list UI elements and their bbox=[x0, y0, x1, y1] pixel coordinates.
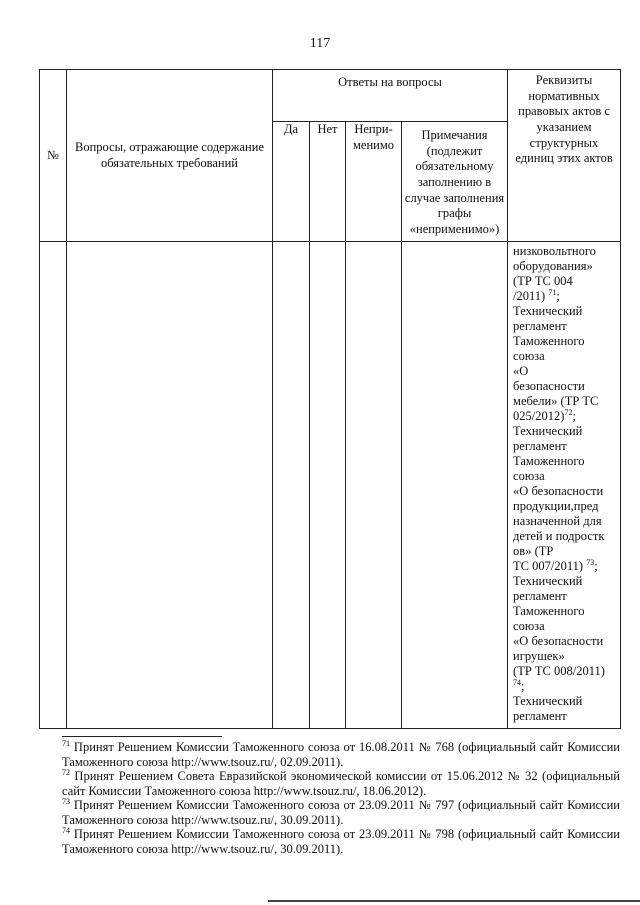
header-requisites: Реквизиты нормативных правовых актов с указанием структурных единиц этих актов bbox=[508, 70, 621, 242]
footnote-mark: 72 bbox=[62, 767, 70, 777]
requisites-line: продукции,пред bbox=[513, 499, 599, 513]
requisites-line: безопасности bbox=[513, 379, 585, 393]
footnote bbox=[62, 827, 620, 856]
header-notes: Примечания (подлежит обязательному заполнению в случае заполнения графы «неприменимо») bbox=[402, 122, 508, 242]
footnote-ref-72: 72 bbox=[564, 407, 573, 417]
requisites-line: союза bbox=[513, 349, 545, 363]
page-number: 117 bbox=[309, 36, 331, 51]
header-not-applicable: Непри-менимо bbox=[346, 122, 402, 242]
requisites-line: Технический bbox=[513, 574, 583, 588]
cell-notes bbox=[402, 242, 508, 729]
footnote bbox=[62, 740, 620, 769]
footnote-text: Принят Решением Комиссии Таможенного союза от 23.09.2011 № 798 (официальный сайт Комиссии Таможенного союза http://www.tsouz.ru/, 30.09.2011). bbox=[62, 827, 620, 856]
requisites-line: регламент bbox=[513, 319, 567, 333]
cell-question bbox=[67, 242, 273, 729]
footnote-separator bbox=[62, 736, 222, 737]
requisites-line: оборудования» bbox=[513, 259, 593, 273]
cell-no bbox=[310, 242, 346, 729]
requisites-line: «О bbox=[513, 364, 529, 378]
requisites-line: регламент bbox=[513, 439, 567, 453]
header-questions: Вопросы, отражающие содержание обязательных требований bbox=[67, 70, 273, 242]
requisites-line: Технический bbox=[513, 424, 583, 438]
footnote-mark: 73 bbox=[62, 796, 70, 806]
footnotes bbox=[62, 740, 620, 856]
requisites-line: Технический bbox=[513, 694, 583, 708]
requisites-line: $^{74}$; bbox=[513, 677, 525, 693]
header-yes: Да bbox=[273, 122, 310, 242]
requisites-line: 025/2012)$^{72}$; bbox=[513, 407, 576, 423]
footnote-text: Принят Решением Комиссии Таможенного союза от 23.09.2011 № 797 (официальный сайт Комиссии Таможенного союза http://www.tsouz.ru/, 30.09.2011). bbox=[62, 798, 620, 827]
footnote bbox=[62, 769, 620, 798]
footnote bbox=[62, 798, 620, 827]
requisites-line: регламент bbox=[513, 589, 567, 603]
requisites-line: (ТР ТС 008/2011) bbox=[513, 664, 605, 678]
header-number: № bbox=[40, 70, 67, 242]
requisites-line: союза bbox=[513, 619, 545, 633]
requisites-line: Технический bbox=[513, 304, 583, 318]
scan-edge-line bbox=[268, 900, 640, 902]
requisites-line: союза bbox=[513, 469, 545, 483]
requisites-line: «О безопасности bbox=[513, 484, 604, 498]
header-no: Нет bbox=[310, 122, 346, 242]
cell-not-applicable bbox=[346, 242, 402, 729]
requirements-table bbox=[39, 69, 621, 729]
requisites-line: (ТР ТС 004 bbox=[513, 274, 573, 288]
requisites-line: /2011) $^{71}$; bbox=[513, 287, 560, 303]
requisites-line: назначенной для bbox=[513, 514, 602, 528]
footnote-text: Принят Решением Совета Евразийской экономической комиссии от 15.06.2012 № 32 (официальный сайт Комиссии Таможенного союза http://www.tsouz.ru/, 18.06.2012). bbox=[62, 769, 620, 798]
footnote-mark: 74 bbox=[62, 825, 70, 835]
footnote-ref-74: 74 bbox=[513, 677, 522, 687]
footnote-ref-73: 73 bbox=[586, 557, 595, 567]
footnote-ref-71: 71 bbox=[548, 287, 557, 297]
footnote-text: Принят Решением Комиссии Таможенного союза от 16.08.2011 № 768 (официальный сайт Комиссии Таможенного союза http://www.tsouz.ru/, 02.09.2011). bbox=[62, 740, 620, 769]
requisites-line: низковольтного bbox=[513, 244, 596, 258]
requisites-line: мебели» (ТР ТС bbox=[513, 394, 599, 408]
requisites-line: детей и подростк bbox=[513, 529, 605, 543]
cell-number bbox=[40, 242, 67, 729]
requisites-line: ов» (ТР bbox=[513, 544, 554, 558]
requisites-line: Таможенного bbox=[513, 334, 585, 348]
footnote-mark: 71 bbox=[62, 738, 70, 748]
requisites-line: Таможенного bbox=[513, 454, 585, 468]
cell-yes bbox=[273, 242, 310, 729]
requisites-line: Таможенного bbox=[513, 604, 585, 618]
requisites-line: ТС 007/2011) $^{73}$; bbox=[513, 557, 598, 573]
table-row bbox=[40, 242, 621, 729]
cell-requisites bbox=[508, 242, 621, 729]
requisites-line: «О безопасности bbox=[513, 634, 604, 648]
requisites-line: регламент bbox=[513, 709, 567, 723]
requisites-line: игрушек» bbox=[513, 649, 565, 663]
header-answers: Ответы на вопросы bbox=[273, 70, 508, 122]
